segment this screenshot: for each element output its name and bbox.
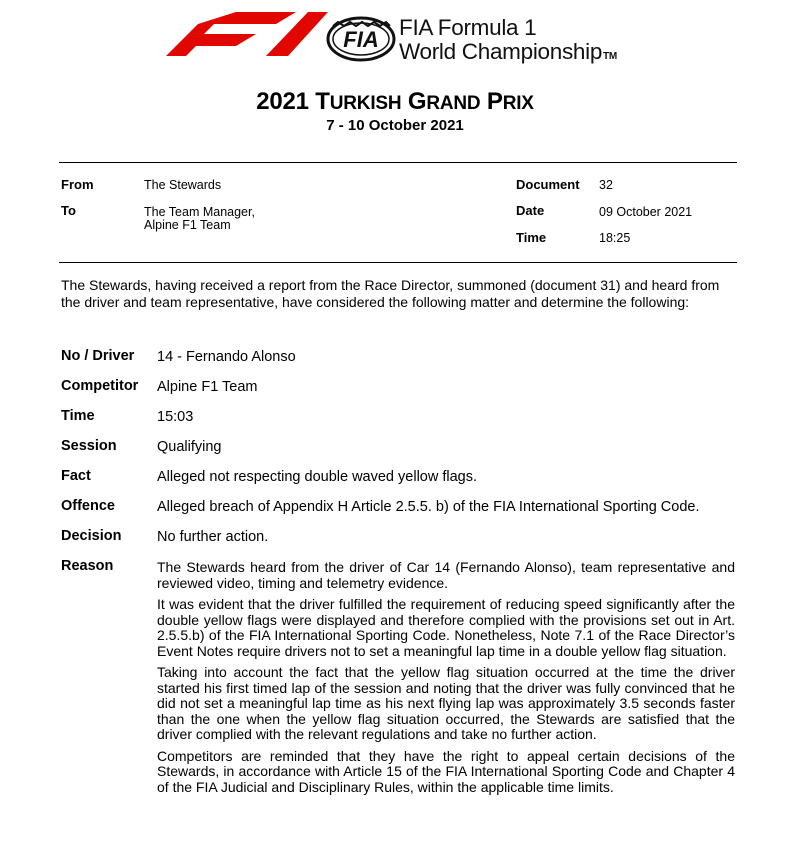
field-value-decision: No further action. [157, 529, 269, 545]
header-bottom-rule [59, 262, 737, 263]
trademark-mark: TM [603, 51, 617, 62]
to-value-line-2: Alpine F1 Team [144, 218, 231, 232]
intro-paragraph: The Stewards, having received a report from the Race Director, summoned (document 31) and heard from the driver and team representative, have considered the following matter and determine the following: [61, 277, 720, 310]
fia-emblem-text: FIA [343, 27, 379, 52]
reason-paragraph: Taking into account the fact that the yellow flag situation occurred at the time the driver started his first timed lap of the session and noting that the driver was fully convinced that he did not set a meaningful lap time as his next flying lap was approximately 3.5 seconds faster than the one when the yellow flag situation occurred, the Stewards are satisfied that the driver complied with the relevant regulations and take no further action. [157, 664, 735, 742]
field-value-session: Qualifying [157, 439, 222, 455]
f1-fia-logo [166, 12, 646, 62]
field-label-fact: Fact [61, 468, 91, 484]
header-top-rule [59, 162, 737, 163]
field-value-offence: Alleged breach of Appendix H Article 2.5.5. b) of the FIA International Sporting Code. [157, 499, 700, 515]
reason-paragraph: It was evident that the driver fulfilled the requirement of reducing speed significantly after the double yellow flags were displayed and therefore complied with the provisions set out in Art. 2.5.5.b) of the FIA International Sporting Code. Nonetheless, Note 7.1 of the Race Director’s Event Notes require drivers not to set a meaningful lap time in a double yellow flag situation. [157, 596, 735, 659]
to-value-line-1: The Team Manager, [144, 205, 255, 219]
time-value: 18:25 [599, 231, 631, 245]
date-value: 09 October 2021 [599, 205, 693, 219]
from-label: From [61, 177, 94, 192]
f1-logo-icon [166, 12, 328, 56]
field-value-driver: 14 - Fernando Alonso [157, 349, 296, 365]
championship-name [399, 16, 617, 69]
field-label-competitor: Competitor [61, 378, 139, 394]
championship-line-2: World Championship [399, 39, 603, 64]
championship-line-1: FIA Formula 1 [399, 15, 537, 40]
reason-paragraph: The Stewards heard from the driver of Car 14 (Fernando Alonso), team representative and reviewed video, timing and telemetry evidence. [157, 559, 735, 591]
field-label-driver: No / Driver [61, 348, 135, 364]
from-value: The Stewards [144, 178, 222, 192]
field-label-offence: Offence [61, 498, 115, 514]
field-value-competitor: Alpine F1 Team [157, 379, 258, 395]
fia-emblem-icon [326, 16, 396, 62]
field-value-fact: Alleged not respecting double waved yellow flags. [157, 469, 478, 485]
event-title: 2021 TURKISH GRAND PRIX [256, 88, 534, 115]
field-label-session: Session [61, 438, 117, 454]
document-label: Document [516, 177, 580, 192]
document-value: 32 [599, 178, 613, 192]
reason-text [157, 560, 735, 801]
field-label-decision: Decision [61, 528, 122, 544]
reason-paragraph: Competitors are reminded that they have the right to appeal certain decisions of the Stewards, in accordance with Article 15 of the FIA International Sporting Code and Chapter 4 of the FIA Judicial and Disciplinary Rules, within the applicable time limits. [157, 747, 735, 795]
field-value-time: 15:03 [157, 409, 194, 425]
date-label: Date [516, 203, 545, 218]
event-dates: 7 - 10 October 2021 [326, 117, 464, 134]
to-label: To [61, 203, 76, 218]
time-label: Time [516, 230, 547, 245]
field-label-reason: Reason [61, 558, 114, 574]
field-label-time: Time [61, 408, 95, 424]
